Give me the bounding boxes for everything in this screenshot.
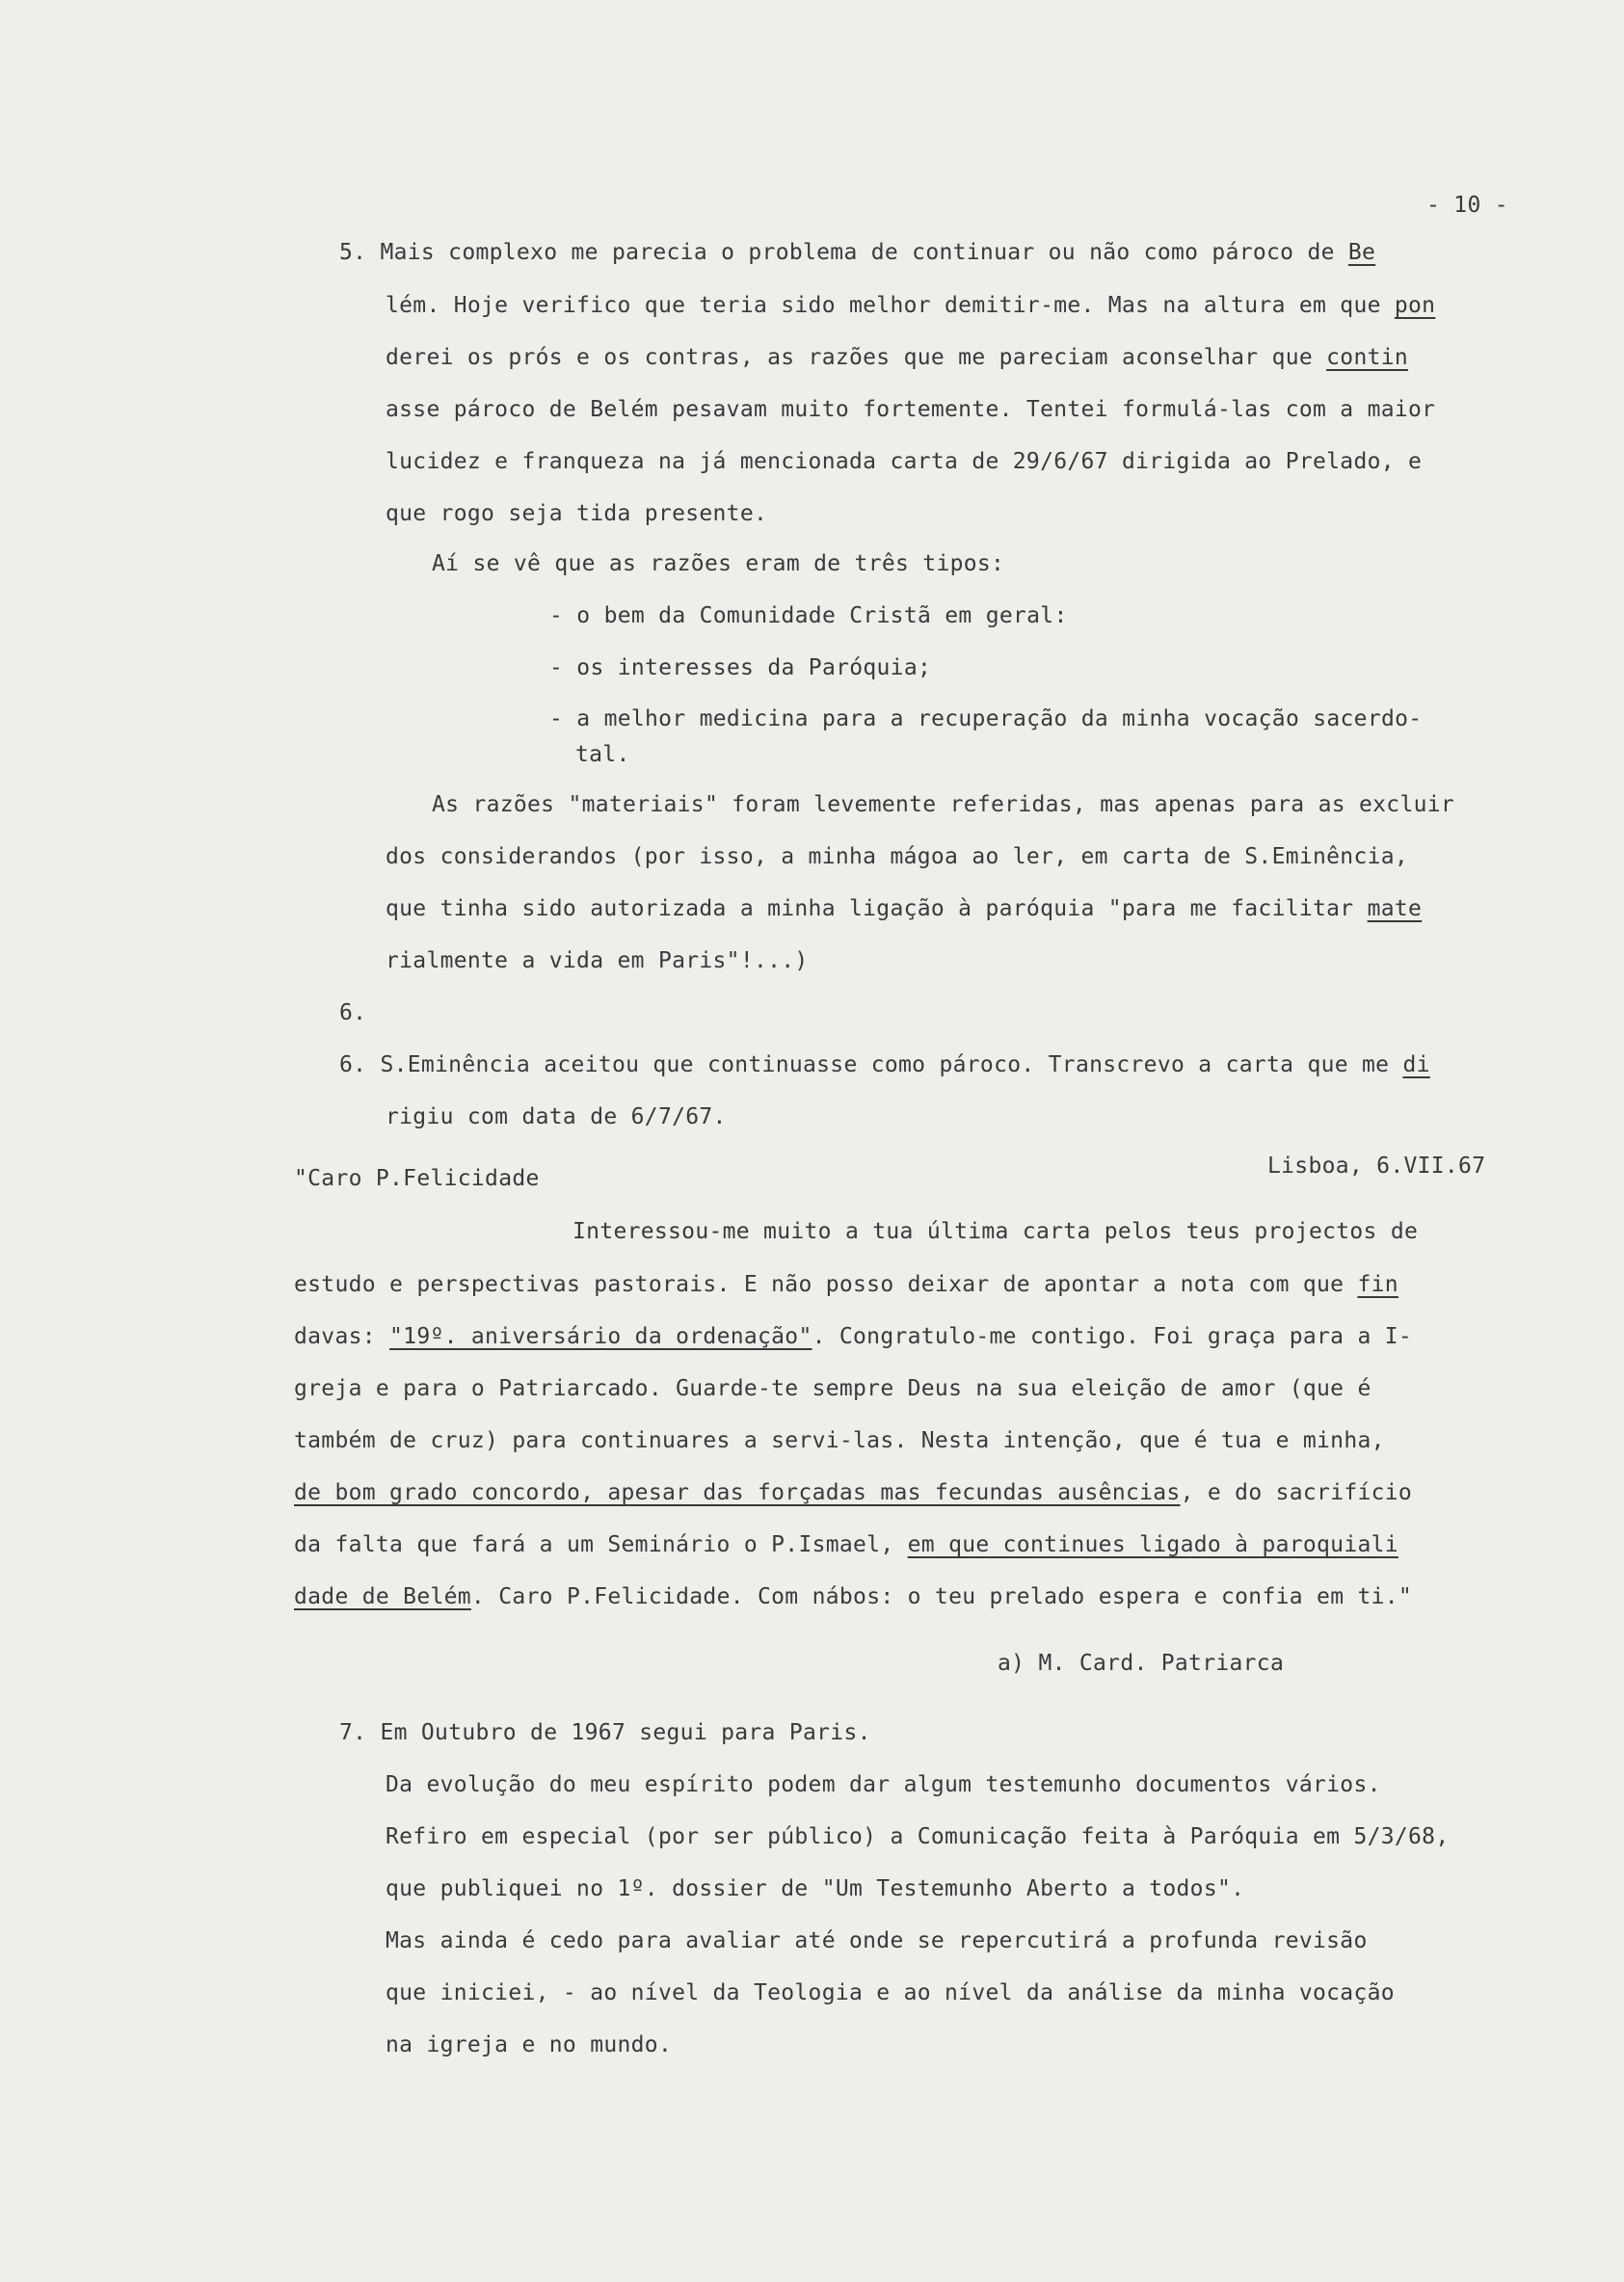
underlined-segment: mate [1367,896,1423,921]
text-segment: As razões "materiais" foram levemente referidas, mas apenas para as excluir [432,792,1455,817]
text-segment: davas: [294,1324,390,1349]
letter-line-7 [294,1582,1412,1611]
s5-line-9 [549,704,1422,733]
underlined-segment: contin [1326,345,1409,370]
letter-line-2 [294,1322,1412,1351]
s7-line-4 [386,1926,1368,1955]
s5-line-5 [386,499,767,528]
text-segment: rigiu com data de 6/7/67. [386,1104,727,1129]
text-segment: 6. S.Eminência aceitou que continuasse como pároco. Transcrevo a carta que me [339,1052,1403,1077]
s5-line-7 [549,601,1068,630]
s5-line-12 [386,842,1408,871]
text-segment: Da evolução do meu espírito podem dar algum testemunho documentos vários. [386,1772,1381,1797]
text-segment: - a melhor medicina para a recuperação da minha vocação sacerdo- [549,706,1423,731]
text-segment: rialmente a vida em Paris"!...) [386,948,809,973]
text-segment: da falta que fará a um Seminário o P.Ismael, [294,1532,908,1557]
s5-line-2 [386,343,1408,372]
underlined-segment: em que continues ligado à paroquiali [907,1532,1398,1557]
text-segment: derei os prós e os contras, as razões que me pareciam aconselhar que [386,345,1327,370]
letter-place-date: Lisboa, 6.VII.67 [1267,1154,1486,1179]
text-segment: que tinha sido autorizada a minha ligação à paróquia "para me facilitar [386,896,1368,921]
s7-line-0 [339,1718,871,1747]
s6-line-0 [339,1050,1430,1079]
text-segment: . Caro P.Felicidade. Com nábos: o teu prelado espera e confia em ti." [470,1584,1413,1609]
text-segment: Aí se vê que as razões eram de três tipos: [432,551,1005,576]
text-segment: , e do sacrifício [1180,1480,1413,1505]
s5-line-0 [339,238,1375,267]
text-segment: Refiro em especial (por ser público) a Comunicação feita à Paróquia em 5/3/68, [386,1824,1450,1849]
section6-marker: 6. [339,1000,367,1025]
underlined-segment: dade de Belém [294,1584,471,1609]
text-segment: dos considerandos (por isso, a minha mágoa ao ler, em carta de S.Eminência, [386,844,1409,869]
letter-salutation: "Caro P.Felicidade [294,1166,540,1191]
underlined-segment: de bom grado concordo, apesar das forçadas mas fecundas ausências [294,1480,1181,1505]
text-segment: estudo e perspectivas pastorais. E não posso deixar de apontar a nota com que [294,1272,1358,1297]
text-segment: que rogo seja tida presente. [386,501,768,526]
s5-line-11 [432,790,1454,819]
text-segment: que publiquei no 1º. dossier de "Um Testemunho Aberto a todos". [386,1876,1245,1901]
s5-line-8 [549,653,931,682]
letter-line-6 [294,1530,1398,1559]
s7-line-2 [386,1822,1449,1851]
underlined-segment: pon [1394,293,1436,318]
text-segment: - o bem da Comunidade Cristã em geral: [549,603,1068,628]
page-number: - 10 - [1426,193,1508,218]
text-segment: tal. [575,742,630,767]
letter-line-3 [294,1374,1371,1403]
text-segment: asse pároco de Belém pesavam muito fortemente. Tentei formulá-las com a maior [386,397,1436,422]
s5-line-10 [575,740,630,769]
s5-line-6 [432,549,1004,578]
s7-line-5 [386,1978,1395,2007]
text-segment: na igreja e no mundo. [386,2032,673,2057]
letter-signature: a) M. Card. Patriarca [998,1651,1285,1676]
text-segment: greja e para o Patriarcado. Guarde-te sempre Deus na sua eleição de amor (que é [294,1376,1371,1401]
text-segment: lém. Hoje verifico que teria sido melhor demitir-me. Mas na altura em que [386,293,1395,318]
text-segment: que iniciei, - ao nível da Teologia e ao nível da análise da minha vocação [386,1980,1395,2005]
s5-line-1 [386,291,1435,320]
s5-line-4 [386,447,1422,476]
s7-line-6 [386,2030,672,2059]
s5-line-13 [386,894,1422,923]
s7-line-1 [386,1770,1381,1799]
letter-line-4 [294,1426,1385,1455]
underlined-segment: di [1402,1052,1430,1077]
letter-line-0 [572,1217,1418,1246]
letter-line-1 [294,1270,1398,1299]
text-segment: também de cruz) para continuares a servi-las. Nesta intenção, que é tua e minha, [294,1428,1385,1453]
s6-line-1 [386,1102,727,1131]
text-segment: . Congratulo-me contigo. Foi graça para a I- [812,1324,1413,1349]
s5-line-14 [386,946,809,975]
text-segment: 5. Mais complexo me parecia o problema de continuar ou não como pároco de [339,240,1348,265]
letter-line-5 [294,1478,1412,1507]
s5-line-3 [386,395,1435,424]
text-segment: Interessou-me muito a tua última carta pelos teus projectos de [572,1219,1419,1244]
underlined-segment: "19º. aniversário da ordenação" [389,1324,812,1349]
text-segment: Mas ainda é cedo para avaliar até onde se repercutirá a profunda revisão [386,1928,1368,1953]
underlined-segment: fin [1357,1272,1398,1297]
s7-line-3 [386,1874,1244,1903]
text-segment: lucidez e franqueza na já mencionada carta de 29/6/67 dirigida ao Prelado, e [386,449,1423,474]
text-segment: - os interesses da Paróquia; [549,655,932,680]
underlined-segment: Be [1347,240,1376,265]
text-segment: 7. Em Outubro de 1967 segui para Paris. [339,1720,871,1745]
